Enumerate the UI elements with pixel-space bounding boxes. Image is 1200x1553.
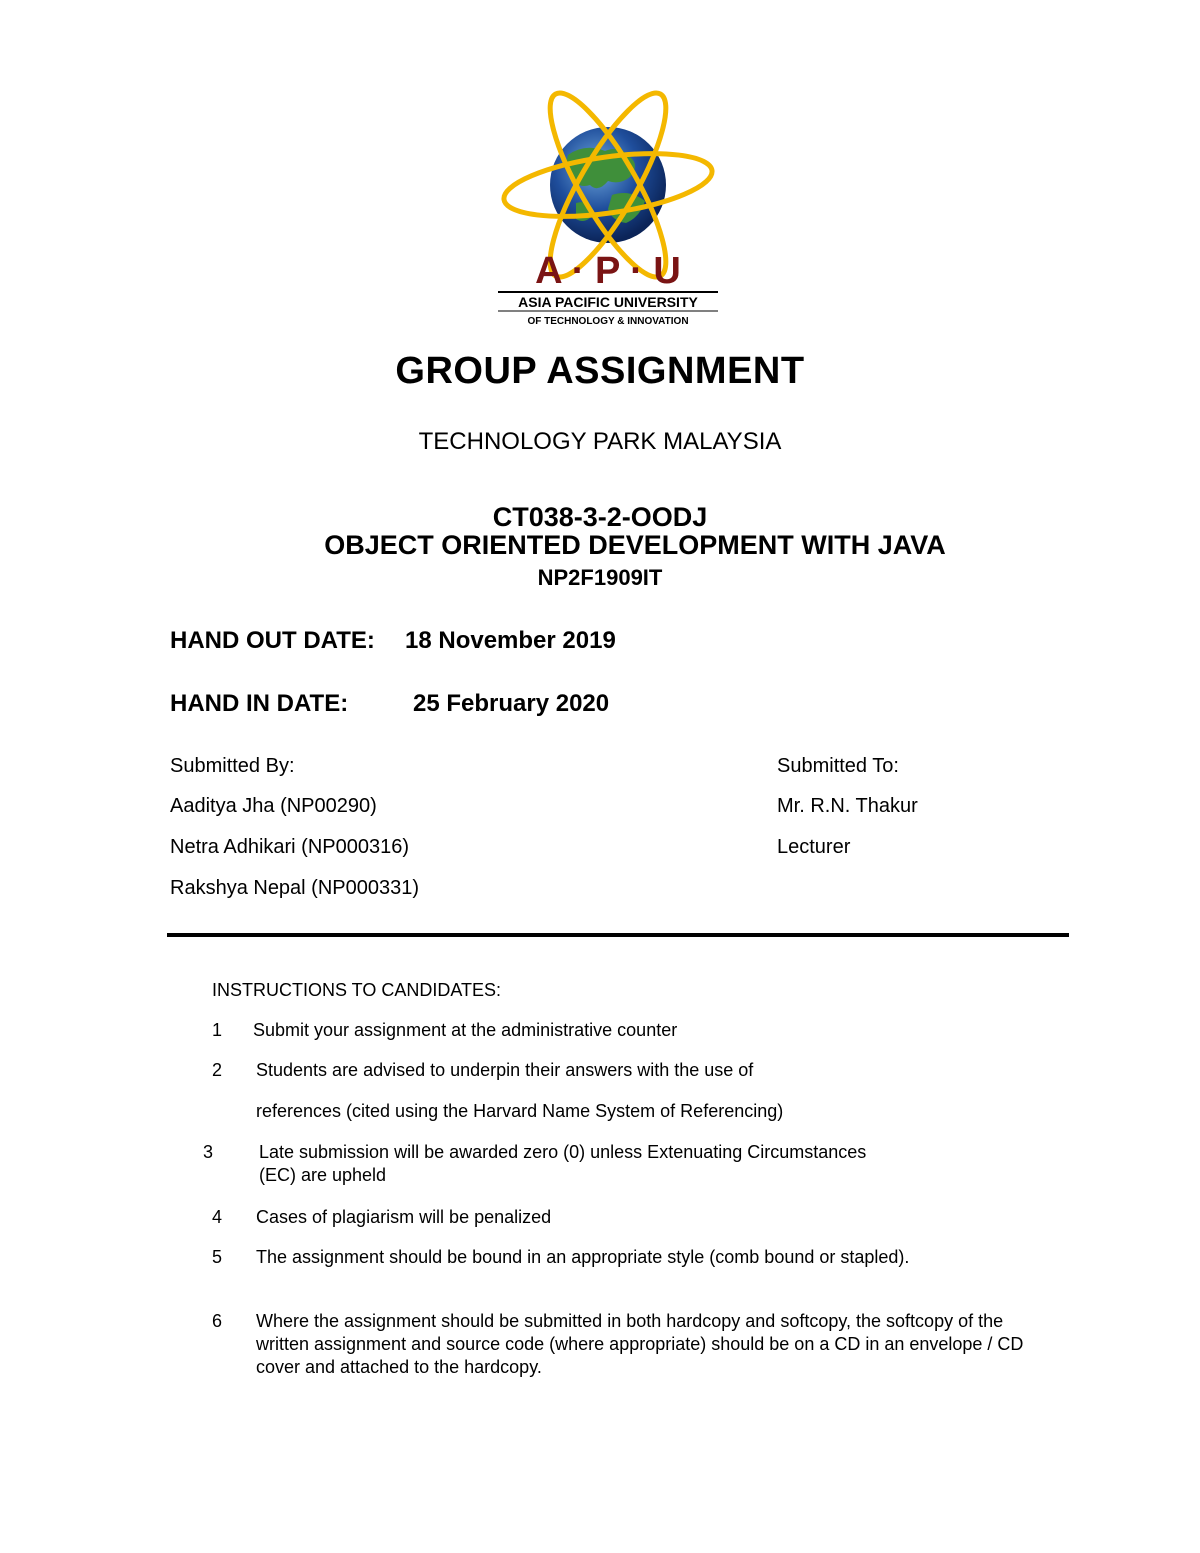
instruction-text: The assignment should be bound in an appropriate style (comb bound or stapled).	[256, 1247, 910, 1267]
instruction-text: Submit your assignment at the administrative counter	[253, 1020, 678, 1040]
globe-icon	[550, 127, 666, 243]
submitted-to-label: Submitted To:	[777, 755, 899, 777]
handout-date-value: 18 November 2019	[405, 627, 616, 654]
instruction-number: 1	[212, 1020, 223, 1040]
member-name: Aaditya Jha (NP00290)	[170, 795, 377, 817]
logo-line1: ASIA PACIFIC UNIVERSITY	[518, 294, 698, 310]
module-name: OBJECT ORIENTED DEVELOPMENT WITH JAVA	[324, 530, 946, 560]
instructions-heading: INSTRUCTIONS TO CANDIDATES:	[212, 980, 502, 1000]
handin-date-label: HAND IN DATE:	[170, 690, 349, 717]
submitted-by-list	[170, 795, 419, 918]
location: TECHNOLOGY PARK MALAYSIA	[418, 428, 782, 455]
instruction-text: Cases of plagiarism will be penalized	[256, 1207, 552, 1227]
instruction-number: 6	[212, 1311, 223, 1331]
instruction-text: Where the assignment should be submitted in both hardcopy and softcopy, the softcopy of the written assignment and source code (where appropriate) should be on a CD in an envelope / CD cover and attached to the hardcopy.	[256, 1311, 1024, 1377]
submitted-to-list	[777, 795, 918, 877]
member-name: Rakshya Nepal (NP000331)	[170, 877, 420, 899]
instruction-number: 5	[212, 1247, 223, 1267]
member-name: Netra Adhikari (NP000316)	[170, 836, 410, 858]
module-code: CT038-3-2-OODJ	[492, 502, 708, 532]
apu-logo	[480, 85, 740, 335]
submitted-by-label: Submitted By:	[170, 755, 295, 777]
page-title: GROUP ASSIGNMENT	[395, 350, 805, 392]
divider	[167, 933, 1069, 937]
instruction-number: 3	[203, 1142, 214, 1162]
instruction-text: Students are advised to underpin their answers with the use of	[256, 1060, 754, 1080]
handout-date-label: HAND OUT DATE:	[170, 627, 375, 654]
logo-letters: A · P · U	[535, 250, 681, 292]
instruction-number: 2	[212, 1060, 223, 1080]
lecturer-title: Lecturer	[777, 836, 851, 858]
instruction-number: 4	[212, 1207, 223, 1227]
lecturer-name: Mr. R.N. Thakur	[777, 795, 918, 817]
intake-code: NP2F1909IT	[537, 565, 663, 590]
handin-date-value: 25 February 2020	[413, 690, 610, 717]
instruction-text: Late submission will be awarded zero (0) unless Extenuating Circumstances (EC) are upheld	[259, 1142, 867, 1185]
logo-line2: OF TECHNOLOGY & INNOVATION	[527, 316, 689, 327]
instruction-text: references (cited using the Harvard Name System of Referencing)	[256, 1101, 784, 1121]
